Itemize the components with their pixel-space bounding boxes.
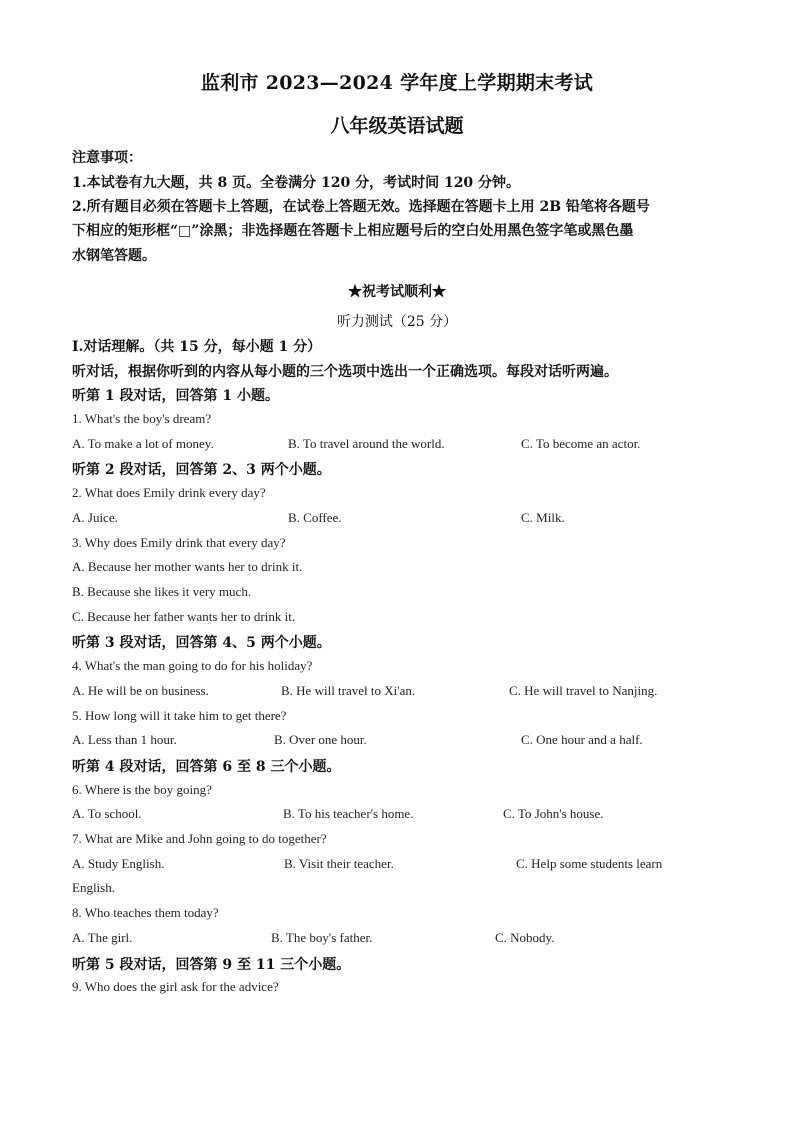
option-a: A. Study English. [72, 856, 165, 871]
notice-item-2-line-2: 下相应的矩形框“□”涂黑；非选择题在答题卡上相应题号后的空白处用黑色签字笔或黑色墨 [72, 223, 634, 239]
question-stem: 3. Why does Emily drink that every day? [72, 535, 286, 550]
option-b: B. Because she likes it very much. [72, 584, 252, 599]
option-a: A. Juice. [72, 510, 118, 525]
question-stem: 8. Who teaches them today? [72, 905, 219, 920]
notice-item-2-line-1: 2.所有题目必须在答题卡上答题，在试卷上答题无效。选择题在答题卡上用 2B 铅笔将各题号 [72, 199, 650, 215]
option-a: A. He will be on business. [72, 683, 209, 698]
question-stem: 2. What does Emily drink every day? [72, 485, 266, 500]
blessing-line: ★祝考试顺利★ [348, 284, 446, 300]
section-title: 听力测试（25 分） [336, 314, 458, 330]
option-b: B. Coffee. [288, 510, 342, 525]
option-a: A. Because her mother wants her to drink it. [72, 559, 303, 574]
option-b: B. He will travel to Xi'an. [281, 683, 416, 698]
option-a: A. The girl. [72, 930, 133, 945]
exam-subtitle: 八年级英语试题 [330, 115, 464, 137]
option-b: B. Over one hour. [274, 732, 367, 747]
dialogue-heading: 听第 5 段对话，回答第 9 至 11 三个小题。 [72, 957, 351, 973]
option-b: B. To travel around the world. [288, 436, 445, 451]
option-c: C. Because her father wants her to drink it. [72, 609, 296, 624]
question-stem: 5. How long will it take him to get there? [72, 708, 287, 723]
question-stem: 1. What's the boy's dream? [72, 411, 212, 426]
option-b: B. The boy's father. [271, 930, 373, 945]
dialogue-heading: 听第 4 段对话，回答第 6 至 8 三个小题。 [72, 759, 341, 775]
option-b: B. To his teacher's home. [283, 806, 414, 821]
part-1-title: I.对话理解。（共 15 分，每小题 1 分） [72, 339, 322, 355]
option-c: C. Milk. [521, 510, 565, 525]
option-c: C. Nobody. [495, 930, 555, 945]
option-c-continuation: English. [72, 880, 115, 895]
question-stem: 7. What are Mike and John going to do together? [72, 831, 327, 846]
option-c: C. One hour and a half. [521, 732, 643, 747]
dialogue-heading: 听第 3 段对话，回答第 4、5 两个小题。 [72, 635, 331, 651]
option-a: A. To school. [72, 806, 142, 821]
option-c: C. To become an actor. [521, 436, 641, 451]
dialogue-heading: 听第 1 段对话，回答第 1 小题。 [72, 388, 279, 404]
notice-item-2-line-3: 水钢笔答题。 [72, 248, 156, 264]
exam-title: 监利市 2023—2024 学年度上学期期末考试 [200, 72, 594, 94]
option-a: A. To make a lot of money. [72, 436, 214, 451]
notice-item-1: 1.本试卷有九大题，共 8 页。全卷满分 120 分，考试时间 120 分钟。 [72, 175, 521, 191]
question-stem: 6. Where is the boy going? [72, 782, 212, 797]
option-c: C. He will travel to Nanjing. [509, 683, 658, 698]
question-stem: 4. What's the man going to do for his holiday? [72, 658, 313, 673]
option-c: C. Help some students learn [516, 856, 663, 871]
option-b: B. Visit their teacher. [284, 856, 394, 871]
option-c: C. To John's house. [503, 806, 604, 821]
option-a: A. Less than 1 hour. [72, 732, 177, 747]
part-1-instruction: 听对话，根据你听到的内容从每小题的三个选项中选出一个正确选项。每段对话听两遍。 [72, 364, 618, 380]
question-stem: 9. Who does the girl ask for the advice? [72, 979, 279, 994]
notice-heading: 注意事项： [72, 150, 142, 166]
dialogue-heading: 听第 2 段对话，回答第 2、3 两个小题。 [72, 462, 331, 478]
